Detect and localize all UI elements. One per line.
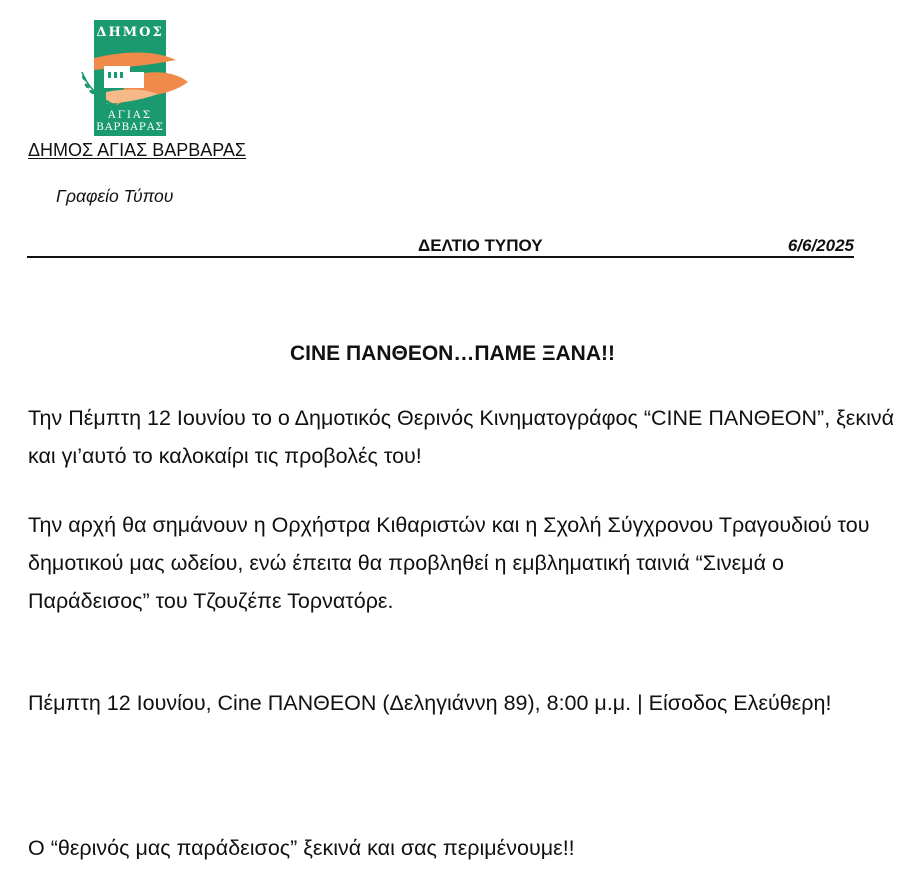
press-office-label: Γραφείο Τύπου (56, 186, 174, 206)
press-release-label: ΔΕΛΤΙΟ ΤΥΠΟΥ (418, 236, 543, 255)
municipality-logo (76, 20, 194, 136)
header-divider (27, 256, 854, 258)
release-date: 6/6/2025 (787, 236, 854, 255)
article-headline: CINE ΠΑΝΘΕΟΝ…ΠΑΜΕ ΞΑΝΑ!! (289, 342, 615, 365)
logo-bottom-line1: ΑΓΙΑΣ (107, 109, 153, 121)
closing-line: Ο “θερινός μας παράδεισος” ξεκινά και σας περιμένουμε!! (28, 836, 575, 860)
logo-bottom-line2: ΒΑΡΒΑΡΑΣ (96, 121, 164, 133)
municipality-emblem-icon (76, 20, 194, 136)
article-paragraph: Την Πέμπτη 12 Ιουνίου το ο Δημοτικός Θερινός Κινηματογράφος “CINE ΠΑΝΘΕΟΝ”, ξεκινά και γι’αυτό το καλοκαίρι τις προβολές του! (28, 406, 895, 468)
organization-name: ΔΗΜΟΣ ΑΓΙΑΣ ΒΑΡΒΑΡΑΣ (28, 140, 247, 160)
article-paragraph: Την αρχή θα σημάνουν η Ορχήστρα Κιθαριστών και η Σχολή Σύγχρονου Τραγουδιού του δημοτικού μας ωδείου, ενώ έπειτα θα προβληθεί η εμβληματική ταινιά “Σινεμά ο Παράδεισος” του Τζουζέπε Τορνατόρε. (28, 513, 870, 613)
event-details: Πέμπτη 12 Ιουνίου, Cine ΠΑΝΘΕΟΝ (Δεληγιάννη 89), 8:00 μ.μ. | Είσοδος Ελεύθερη! (28, 691, 832, 715)
logo-top-text: ΔΗΜΟΣ (96, 25, 164, 40)
